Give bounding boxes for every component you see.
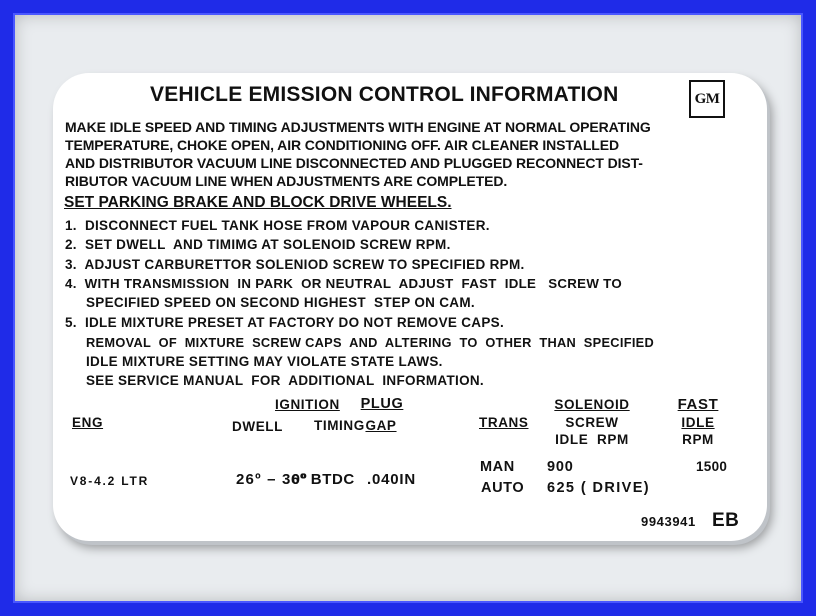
header-solenoid: SOLENOID [554,397,630,412]
value-idle-auto: 625 ( DRIVE) [547,480,651,496]
header-gap: GAP [365,418,397,433]
instruction-line: MAKE IDLE SPEED AND TIMING ADJUSTMENTS WITH ENGINE AT NORMAL OPERATING [65,119,651,135]
step-line: 5. IDLE MIXTURE PRESET AT FACTORY DO NOT REMOVE CAPS. [65,315,504,330]
header-eng: ENG [72,415,104,430]
value-trans-man: MAN [480,459,515,475]
instruction-line: RIBUTOR VACUUM LINE WHEN ADJUSTMENTS ARE COMPLETED. [65,173,508,189]
value-engine: V8-4.2 LTR [70,474,150,488]
header-timing: TIMING [314,418,365,433]
value-fast-idle: 1500 [696,459,728,474]
value-plug-gap: .040IN [367,471,416,488]
step-line: 2. SET DWELL AND TIMIMG AT SOLENOID SCREW RPM. [65,237,451,252]
step-line: REMOVAL OF MIXTURE SCREW CAPS AND ALTERING TO OTHER THAN SPECIFIED [86,335,655,350]
decal-code: EB [712,510,740,531]
value-dwell: 26º – 30º [236,471,308,488]
step-line: SPECIFIED SPEED ON SECOND HIGHEST STEP ON CAM. [86,295,475,310]
header-idle-rpm: IDLE RPM [555,432,629,447]
header-trans: TRANS [479,415,529,430]
parking-warning: SET PARKING BRAKE AND BLOCK DRIVE WHEELS. [64,194,452,211]
value-timing: 6º BTDC [291,471,355,488]
step-line: 3. ADJUST CARBURETTOR SOLENIOD SCREW TO SPECIFIED RPM. [65,257,525,272]
header-ignition: IGNITION [275,397,340,412]
step-line: 1. DISCONNECT FUEL TANK HOSE FROM VAPOUR CANISTER. [65,218,490,233]
instruction-line: TEMPERATURE, CHOKE OPEN, AIR CONDITIONING OFF. AIR CLEANER INSTALLED [65,137,619,153]
step-line: IDLE MIXTURE SETTING MAY VIOLATE STATE LAWS. [86,354,443,369]
header-dwell: DWELL [232,419,283,434]
emission-decal [53,73,767,541]
gm-logo: GM [689,80,725,118]
header-plug: PLUG [360,396,404,412]
value-trans-auto: AUTO [481,480,525,496]
decal-title: VEHICLE EMISSION CONTROL INFORMATION [150,83,619,106]
instruction-line: AND DISTRIBUTOR VACUUM LINE DISCONNECTED AND PLUGGED RECONNECT DIST- [65,155,643,171]
header-fast: FAST [677,396,719,413]
header-idle: IDLE [681,415,715,430]
value-idle-man: 900 [547,459,574,475]
part-number: 9943941 [641,514,696,529]
step-line: 4. WITH TRANSMISSION IN PARK OR NEUTRAL ADJUST FAST IDLE SCREW TO [65,276,623,291]
header-screw: SCREW [565,415,619,430]
step-line: SEE SERVICE MANUAL FOR ADDITIONAL INFORMATION. [86,373,484,388]
header-rpm: RPM [682,432,714,447]
